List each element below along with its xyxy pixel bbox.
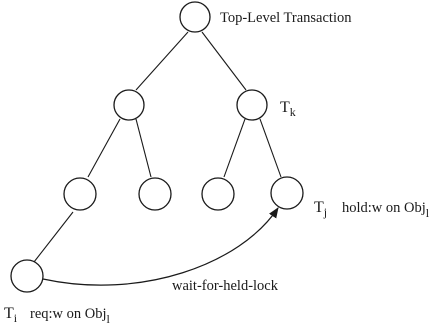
- wait-for-arrow: [43, 208, 278, 285]
- edge-tk-tj: [260, 119, 281, 177]
- node-ti: [11, 260, 43, 292]
- node-left-right: [139, 178, 171, 210]
- node-left: [114, 90, 144, 120]
- tj-label: $T_j$: [314, 199, 328, 219]
- wait-for-label: wait-for-held-lock: [172, 278, 278, 294]
- edge-root-tk: [202, 32, 246, 90]
- edge-root-left: [136, 32, 188, 90]
- edge-tk-rightleft: [224, 119, 245, 177]
- tk-label: $T_k$: [280, 99, 296, 119]
- ti-label: $T_i$: [4, 305, 18, 325]
- edge-leftleft-ti: [34, 212, 73, 262]
- root-label: Top-Level Transaction: [220, 10, 352, 26]
- ti-lock-label: req:w on Obj$_l$: [30, 306, 110, 326]
- node-right-left: [202, 178, 234, 210]
- node-left-left: [64, 178, 96, 210]
- tj-lock-label: hold:w on Obj$_l$: [342, 200, 430, 220]
- node-tj: [271, 177, 303, 209]
- edge-left-leftright: [136, 119, 151, 177]
- node-top-level: [180, 2, 210, 32]
- node-tk: [237, 90, 267, 120]
- edge-left-leftleft: [88, 119, 120, 177]
